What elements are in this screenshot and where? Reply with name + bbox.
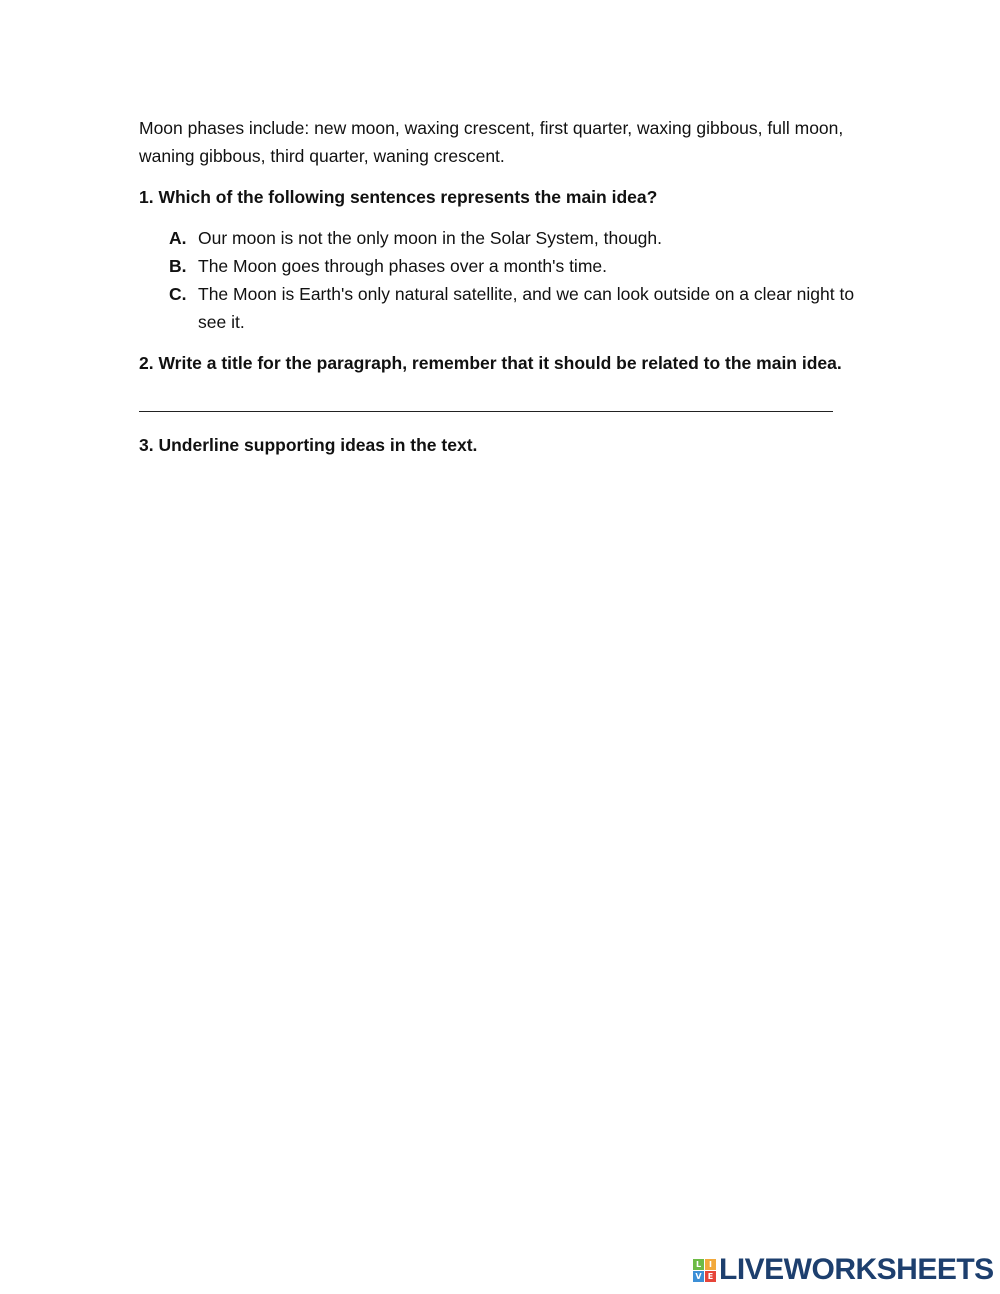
logo-wordmark: LIVEWORKSHEETS <box>719 1253 994 1286</box>
option-c-text: The Moon is Earth's only natural satellite, and we can look outside on a clear night to see it. <box>198 284 855 332</box>
title-answer-line[interactable] <box>139 411 833 412</box>
worksheet-page <box>139 114 869 459</box>
logo-mark-i: I <box>705 1259 716 1270</box>
option-b-text: The Moon goes through phases over a month's time. <box>198 256 607 276</box>
logo-mark-e: E <box>705 1271 716 1282</box>
option-a-text: Our moon is not the only moon in the Solar System, though. <box>198 228 662 248</box>
question-2: 2. Write a title for the paragraph, remember that it should be related to the main idea. <box>139 353 842 373</box>
question-1-options <box>139 224 869 336</box>
logo-mark-icon <box>693 1259 716 1282</box>
option-a-letter: A. <box>169 228 187 248</box>
logo-mark-v: V <box>693 1271 704 1282</box>
option-b-letter: B. <box>169 256 187 276</box>
logo-mark-l: L <box>693 1259 704 1270</box>
option-c-letter: C. <box>169 284 187 304</box>
option-c[interactable] <box>139 280 869 336</box>
option-b[interactable] <box>139 252 869 280</box>
question-1: 1. Which of the following sentences represents the main idea? <box>139 187 658 207</box>
option-a[interactable] <box>139 224 869 252</box>
reading-paragraph: Moon phases include: new moon, waxing crescent, first quarter, waxing gibbous, full moon, waning gibbous, third quarter, waning crescent. <box>139 118 844 166</box>
question-3: 3. Underline supporting ideas in the text. <box>139 435 478 455</box>
liveworksheets-logo <box>693 1254 994 1286</box>
